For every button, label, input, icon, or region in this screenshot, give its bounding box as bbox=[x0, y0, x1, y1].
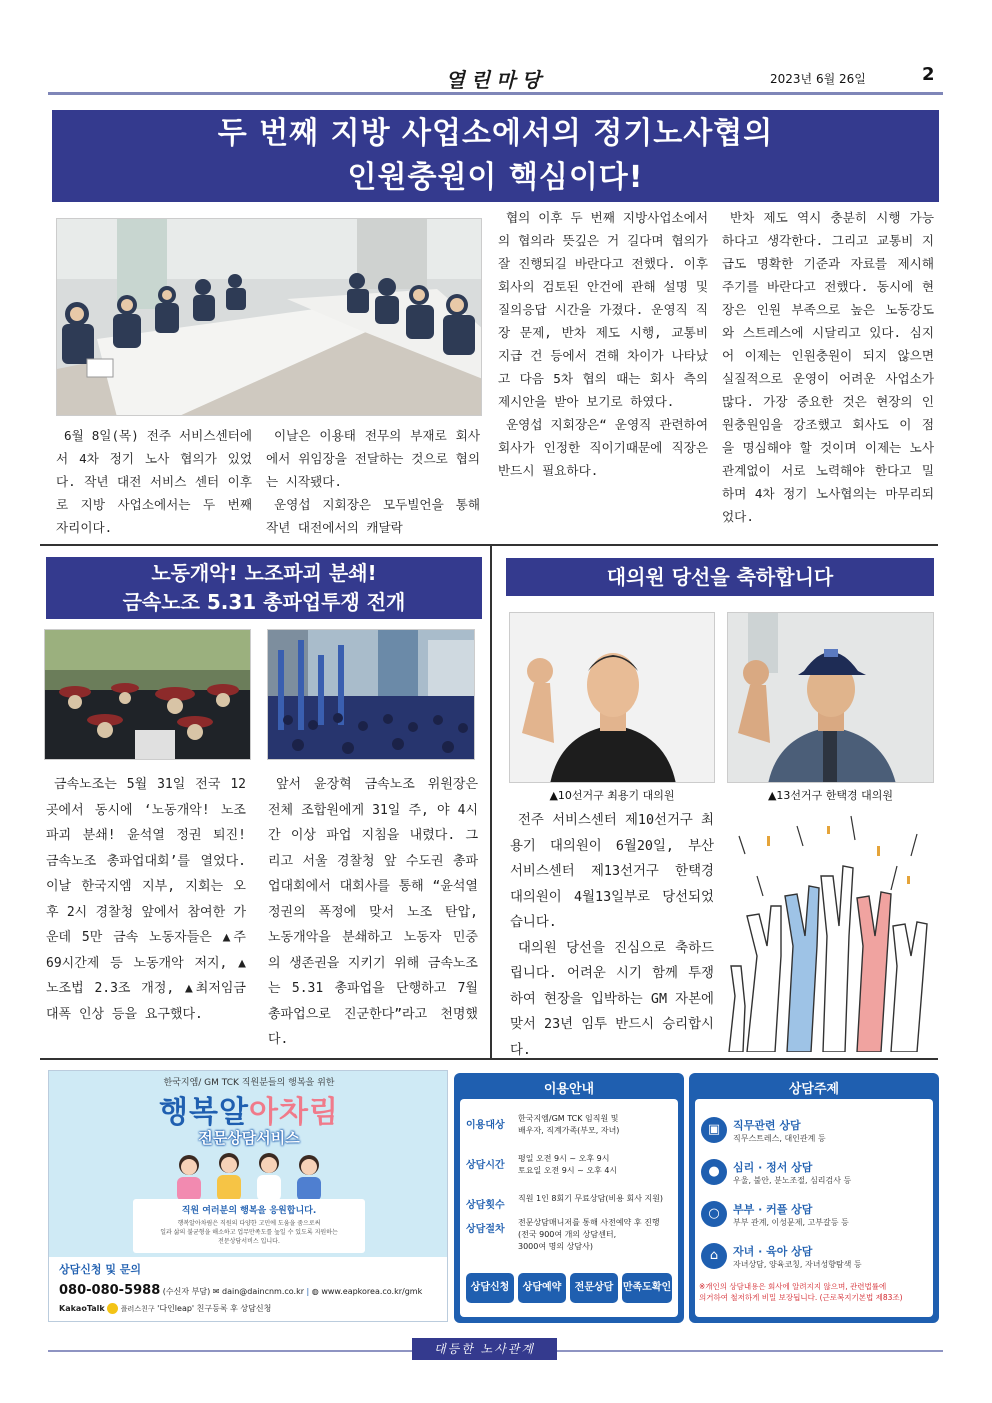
ad-description-line1: 행복알아차림은 직원의 다양한 고민에 도움을 줌으로써 bbox=[177, 1220, 321, 1227]
strike-article-col2 bbox=[268, 772, 478, 1053]
ad-description-line2: 일과 삶의 불균형을 해소하고 업무만족도를 높일 수 있도록 지원하는 bbox=[160, 1229, 338, 1236]
issue-date: 2023년 6월 26일 bbox=[770, 72, 866, 86]
ad-description-line3: 전문상담서비스 입니다. bbox=[218, 1238, 280, 1245]
step-apply-button[interactable]: 상담신청 bbox=[466, 1273, 514, 1303]
main-article-col2-p1: 이날은 이용태 전무의 부재로 회사에서 위임장을 전달하는 것으로 협의는 시작됐다. bbox=[266, 428, 480, 489]
ad-slogan-box bbox=[133, 1199, 365, 1253]
ad-usage-body bbox=[460, 1099, 678, 1317]
head-icon: ● bbox=[701, 1159, 727, 1185]
kakao-plus-icon bbox=[107, 1303, 118, 1314]
ad-brand-part1: 행복알 bbox=[159, 1095, 249, 1130]
counseling-ad-left bbox=[48, 1070, 448, 1322]
strike-headline-banner bbox=[46, 557, 482, 619]
ad-usage-row-3 bbox=[466, 1193, 676, 1212]
ad-plus-friend: 플러스친구 bbox=[120, 1305, 155, 1313]
ring-icon: ○ bbox=[701, 1201, 727, 1227]
step-survey-button[interactable]: 만족도확인 bbox=[622, 1273, 672, 1303]
strike-article-col1 bbox=[46, 772, 246, 1027]
main-article-col3-p1: 협의 이후 두 번째 지방사업소에서의 협의라 뜻깊은 거 길다며 협의가 잘 진행되길 바란다고 전했다. 이후 회사의 검토된 안건에 관해 설명 및 질의응답 시간을 가졌다. 운영직 직장 문제, 반차 제도 시행, 교통비 지급 건 등에서 견해 차이가 나타났고 다음 5차 협의 때는 회사 측의 제시안을 받아 보기로 하였다. bbox=[498, 210, 708, 409]
strike-headline-line2: 금속노조 5.31 총파업투쟁 전개 bbox=[122, 590, 406, 614]
ad-usage-label-4: 상담절차 bbox=[466, 1224, 505, 1235]
ad-kakao-line bbox=[59, 1303, 447, 1314]
election-headline: 대의원 당선을 축하합니다 bbox=[606, 565, 834, 589]
mail-icon: ✉ bbox=[212, 1287, 220, 1296]
strike-article-col1-text: 금속노조는 5월 31일 전국 12곳에서 동시에 ‘노동개악! 노조파괴 분쇄! 윤석열 정권 퇴진! 금속노조 총파업대회’를 열었다. 이날 한국지엠 지부, 지회는 오후 2시 경찰청 앞에서 참여한 가운데 5만 금속 노동자들은 ▲주 69시간제 등 노동개악 저지, ▲노조법 2.3조 개정, ▲최저임금 대폭 인상 등을 요구했다. bbox=[46, 777, 246, 1022]
ad-usage-row-1 bbox=[466, 1113, 676, 1135]
strike-article-col2-text: 앞서 윤장혁 금속노조 위원장은 전체 조합원에게 31일 주, 야 4시간 이상 파업 지침을 내렸다. 그리고 서울 경찰청 앞 수도권 총파업대회에서 대회사를 통해 “윤석열 정권의 폭정에 맞서 노조 탄압, 노동개악을 분쇄하고 노동자 민중의 생존권을 지키기 위해 금속노조는 5.31 총파업을 단행하고 7월 총파업으로 진군한다”라고 천명했다. bbox=[268, 777, 478, 1047]
main-headline-line1: 두 번째 지방 사업소에서의 정기노사협의 bbox=[217, 116, 774, 151]
ad-usage-text-1a: 한국지엠/GM TCK 임직원 및 bbox=[518, 1114, 619, 1123]
topic-item-child bbox=[701, 1243, 927, 1277]
main-article-col4-text: 반차 제도 역시 충분히 시행 가능하다고 생각한다. 그리고 교통비 지급도 명확한 기준과 자료를 제시해 주기를 바란다고 전했다. 동시에 현장은 인원 부족으로 높은 노동강도와 스트레스에 시달리고 있다. 심지어 이제는 인원충원이 되지 않으면 실질적으로 운영이 어려운 사업소가 많다. 가장 중요한 것은 현장의 인원충원임을 강조했고 회사도 이 점을 명심해야 할 것이며 이제는 노사 관계없이 서로 노력해야 한다고 밀하며 4차 정기 노사협의는 마무리되었다. bbox=[722, 210, 934, 524]
meeting-photo bbox=[56, 218, 482, 416]
newsletter-title: 열린마당 bbox=[445, 68, 547, 92]
ad-usage-row-4 bbox=[466, 1217, 676, 1251]
topic-child-name: 자녀 · 육아 상담 bbox=[733, 1245, 813, 1258]
delegate-photo-1 bbox=[509, 612, 715, 783]
main-article-col4 bbox=[722, 206, 934, 528]
topic-couple-name: 부부 · 커플 상담 bbox=[733, 1203, 813, 1216]
ad-privacy-note-line2: 의거하여 철저하게 비밀 보장됩니다. (근로복지기본법 제83조) bbox=[699, 1293, 903, 1302]
ad-top-line: 한국지엠/ GM TCK 직원분들의 행복을 위한 bbox=[163, 1078, 335, 1088]
raised-hands-illustration bbox=[727, 806, 937, 1052]
ad-usage-text-3: 직원 1인 8회기 무료상담(비용 회사 지원) bbox=[518, 1194, 664, 1203]
ad-phone[interactable]: 080-080-5988 bbox=[59, 1283, 161, 1298]
ad-usage-text-4a: 전문상담매니저를 통해 사전예약 후 진행 bbox=[518, 1218, 660, 1227]
topic-mind-name: 심리 · 정서 상담 bbox=[733, 1161, 813, 1174]
election-article-p2: 대의원 당선을 진심으로 축하드립니다. 어려운 시기 함께 투쟁하여 현장을 입박하는 GM 자본에 맞서 23년 임투 반드시 승리합시다. bbox=[510, 940, 714, 1058]
strike-headline-line1: 노동개악! 노조파괴 분쇄! bbox=[151, 561, 377, 585]
strike-photo-2 bbox=[267, 629, 475, 760]
globe-icon: ◍ bbox=[311, 1287, 319, 1296]
ad-usage-title: 이용안내 bbox=[543, 1082, 595, 1097]
ad-kakao-note: '다인leap' 친구등록 후 상담신청 bbox=[157, 1304, 272, 1313]
briefcase-icon: ▣ bbox=[701, 1117, 727, 1143]
election-article-p1: 전주 서비스센터 제10선거구 최용기 대의원이 6월20일, 부산 서비스센터 제13선거구 한택경 대의원이 4월13일부로 당선되었습니다. bbox=[510, 813, 714, 930]
ad-usage-text-2b: 토요일 오전 9시 ~ 오후 4시 bbox=[518, 1166, 618, 1175]
ad-slogan: 직원 여러분의 행복을 응원합니다. bbox=[181, 1206, 317, 1216]
page-number: 2 bbox=[922, 64, 935, 85]
ad-usage-text-4c: 3000여 명의 상담사) bbox=[518, 1242, 593, 1251]
topic-item-couple bbox=[701, 1201, 927, 1235]
topic-couple-desc: 부부 관계, 이성문제, 고부갈등 등 bbox=[733, 1218, 849, 1227]
step-reserve-button[interactable]: 상담예약 bbox=[518, 1273, 566, 1303]
topic-mind-desc: 우울, 불안, 분노조절, 심리검사 등 bbox=[733, 1176, 852, 1185]
ad-brand bbox=[49, 1087, 449, 1131]
ad-privacy-note-line1: ※개인의 상담내용은 회사에 알려지지 않으며, 관련법률에 bbox=[699, 1282, 887, 1291]
ad-usage-text-1b: 배우자, 직계가족(부모, 자녀) bbox=[518, 1126, 620, 1135]
ad-topics-title: 상담주제 bbox=[788, 1082, 840, 1097]
section-divider-bottom bbox=[40, 1058, 938, 1060]
separator-bar: | bbox=[306, 1287, 310, 1296]
footer-tag: 대등한 노사관계 bbox=[412, 1338, 557, 1360]
ad-email[interactable]: dain@daincnm.co.kr bbox=[222, 1287, 304, 1296]
strike-photo-1 bbox=[44, 629, 251, 760]
ad-usage-label-1: 이용대상 bbox=[466, 1120, 505, 1131]
ad-phone-note: (수신자 부담) bbox=[162, 1287, 211, 1296]
main-headline-line2: 인원충원이 핵심이다! bbox=[347, 160, 644, 195]
ad-kakao: KakaoTalk bbox=[59, 1304, 105, 1313]
ad-usage-label-2: 상담시간 bbox=[466, 1160, 505, 1171]
topic-child-desc: 자녀상담, 양육코칭, 자녀성향탐색 등 bbox=[733, 1260, 862, 1269]
step-counsel-button[interactable]: 전문상담 bbox=[570, 1273, 618, 1303]
ad-brand-part2: 아차림 bbox=[249, 1095, 339, 1130]
topic-item-job bbox=[701, 1117, 927, 1151]
ad-usage-panel bbox=[454, 1073, 684, 1323]
ad-contact-area bbox=[49, 1257, 447, 1321]
ad-usage-row-2 bbox=[466, 1153, 676, 1175]
ad-description bbox=[133, 1219, 365, 1246]
election-headline-banner bbox=[506, 558, 934, 596]
main-article-col2 bbox=[266, 424, 480, 539]
counseling-people-illustration bbox=[149, 1149, 349, 1201]
column-divider bbox=[490, 546, 492, 1058]
ad-subtitle: 전문상담서비스 bbox=[198, 1129, 300, 1147]
delegate-photo-2 bbox=[727, 612, 934, 783]
ad-contact-title: 상담신청 및 문의 bbox=[59, 1263, 142, 1276]
ad-website[interactable]: www.eapkorea.co.kr/gmk bbox=[321, 1287, 423, 1296]
topic-job-name: 직무관련 상담 bbox=[733, 1119, 801, 1132]
ad-topics-body bbox=[695, 1099, 933, 1317]
ad-contact-line bbox=[59, 1283, 447, 1298]
ad-usage-text-4b: (전국 900여 개의 상담센터, bbox=[518, 1230, 617, 1239]
main-headline-banner bbox=[52, 110, 939, 202]
ad-usage-text-2a: 평일 오전 9시 ~ 오후 9시 bbox=[518, 1154, 610, 1163]
main-article-col1 bbox=[56, 424, 252, 539]
house-icon: ⌂ bbox=[701, 1243, 727, 1269]
delegate-caption-1: ▲10선거구 최용기 대의원 bbox=[549, 789, 675, 802]
ad-topics-panel bbox=[689, 1073, 939, 1323]
section-divider-top bbox=[40, 544, 938, 546]
main-article-col2-p2: 운영섭 지회장은 모두빌언을 통해 작년 대전에서의 캐달락 bbox=[266, 497, 480, 535]
topic-item-mind bbox=[701, 1159, 927, 1193]
header-divider bbox=[48, 92, 943, 95]
main-article-col3-p2: 운영섭 지회장은“ 운영직 관련하여 회사가 인정한 직이기때문에 직장은 반드시 필요하다. bbox=[498, 417, 708, 478]
ad-privacy-note bbox=[699, 1281, 931, 1303]
election-article-text bbox=[510, 808, 714, 1063]
ad-usage-label-3: 상담횟수 bbox=[466, 1200, 505, 1211]
main-article-col3 bbox=[498, 206, 708, 482]
delegate-caption-2: ▲13선거구 한택경 대의원 bbox=[767, 789, 894, 802]
topic-job-desc: 직무스트레스, 대인관계 등 bbox=[733, 1134, 826, 1143]
main-article-col1-text: 6월 8일(목) 전주 서비스센터에서 4차 정기 노사 협의가 있었다. 작년 대전 서비스 센터 이후로 지방 사업소에서는 두 번째 자리이다. bbox=[56, 428, 252, 535]
